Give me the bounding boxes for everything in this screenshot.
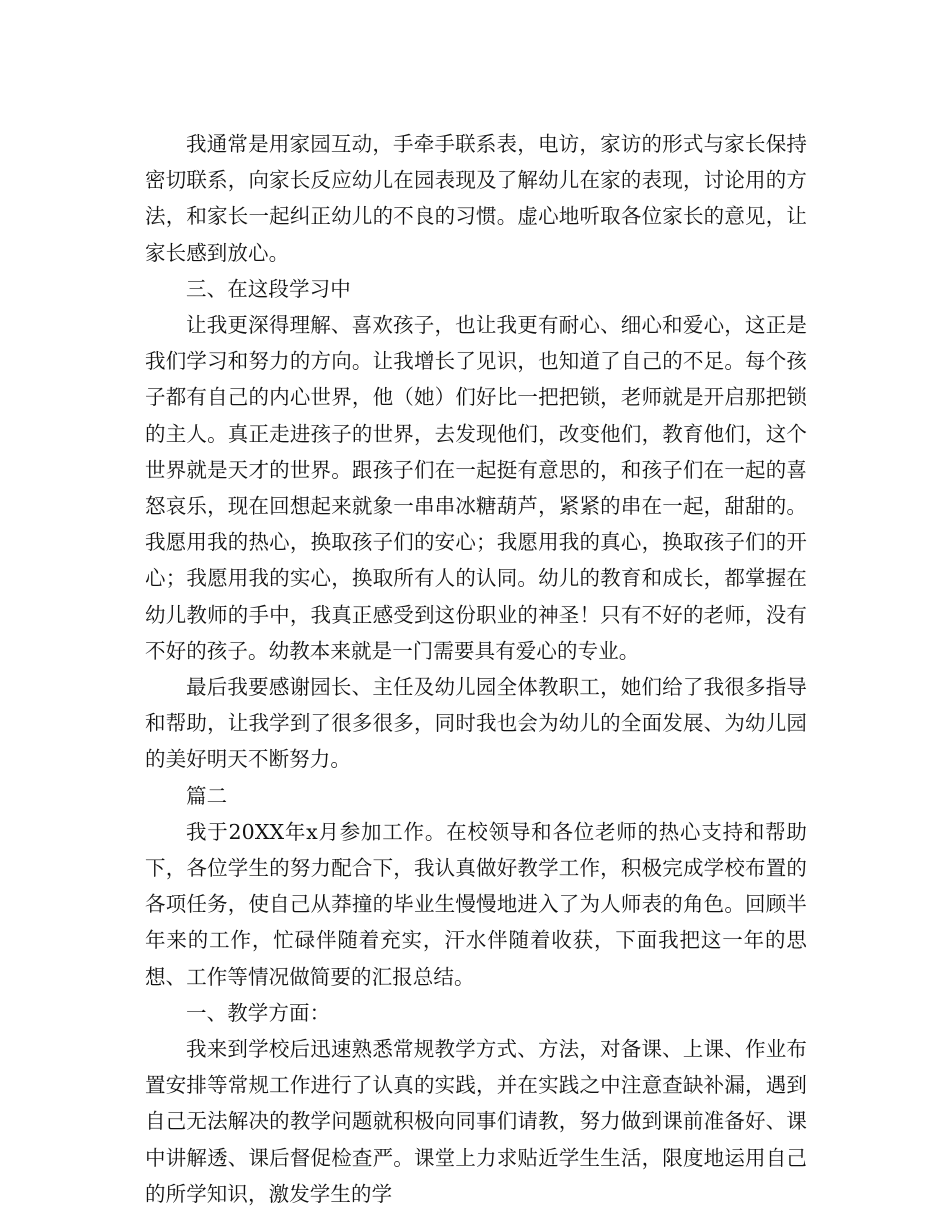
paragraph-work-start: 我于20XX年x月参加工作。在校领导和各位老师的热心支持和帮助下，各位学生的努力配合下，我认真做好教学工作，积极完成学校布置的各项任务，使自己从莽撞的毕业生慢慢地进入了为人师表的角色。回顾半年来的工作，忙碌伴随着充实，汗水伴随着收获，下面我把这一年的思想、工作等情况做简要的汇报总结。	[145, 819, 807, 989]
paragraph-home-school-contact: 我通常是用家园互动，手牵手联系表，电访，家访的形式与家长保持密切联系，向家长反应幼儿在园表现及了解幼儿在家的表现，讨论用的方法，和家长一起纠正幼儿的不良的习惯。虚心地听取各位家长的意见，让家长感到放心。	[145, 132, 807, 265]
paragraph-teaching-practice: 我来到学校后迅速熟悉常规教学方式、方法，对备课、上课、作业布置安排等常规工作进行了认真的实践，并在实践之中注意查缺补漏，遇到自己无法解决的教学问题就积极向同事们请教，努力做到课前准备好、课中讲解透、课后督促检查严。课堂上力求贴近学生生活，限度地运用自己的所学知识，激发学生的学	[145, 1037, 807, 1206]
document-body	[145, 126, 807, 1212]
section-heading-teaching: 一、教学方面：	[186, 1000, 331, 1025]
paragraph-thanks: 最后我要感谢园长、主任及幼儿园全体教职工，她们给了我很多指导和帮助，让我学到了很多很多，同时我也会为幼儿的全面发展、为幼儿园的美好明天不断努力。	[145, 675, 807, 772]
paragraph-learning-reflection: 让我更深得理解、喜欢孩子，也让我更有耐心、细心和爱心，这正是我们学习和努力的方向。让我增长了见识，也知道了自己的不足。每个孩子都有自己的内心世界，他（她）们好比一把把锁，老师就是开启那把锁的主人。真正走进孩子的世界，去发现他们，改变他们，教育他们，这个世界就是天才的世界。跟孩子们在一起挺有意思的，和孩子们在一起的喜怒哀乐，现在回想起来就象一串串冰糖葫芦，紧紧的串在一起，甜甜的。我愿用我的热心，换取孩子们的安心；我愿用我的真心，换取孩子们的开心；我愿用我的实心，换取所有人的认同。幼儿的教育和成长，都掌握在幼儿教师的手中，我真正感受到这份职业的神圣！只有不好的老师，没有不好的孩子。幼教本来就是一门需要具有爱心的专业。	[145, 313, 807, 663]
section-heading-three: 三、在这段学习中	[186, 276, 351, 301]
section-heading-part-two: 篇二	[186, 783, 228, 808]
